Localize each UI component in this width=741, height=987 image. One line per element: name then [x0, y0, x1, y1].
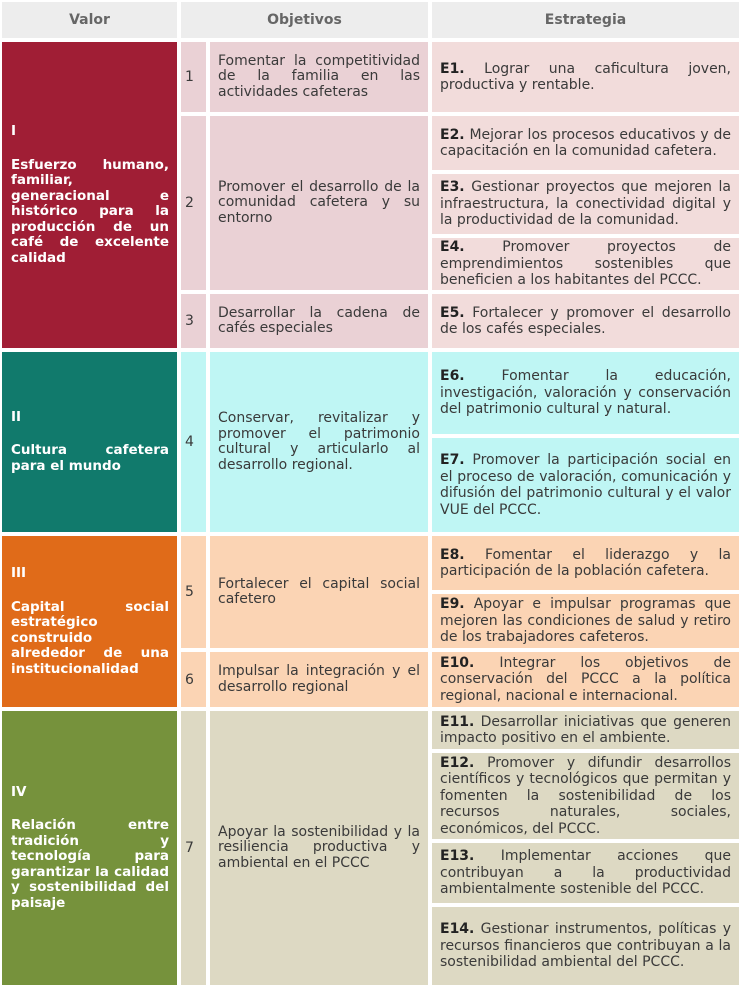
estrategia-text: Apoyar e impulsar programas que mejoren las condiciones de salud y retiro de los trabajadores cafeteros.	[440, 596, 731, 646]
valor-text: Capital social estratégico construido alrededor de una institucionalidad	[11, 598, 169, 677]
valor-number: III	[11, 565, 27, 581]
objetivo-number: 2	[181, 116, 206, 290]
objetivo-number: 7	[181, 711, 206, 985]
objetivo-number: 5	[181, 536, 206, 648]
estrategia-e12	[432, 753, 739, 839]
estrategia-e11	[432, 711, 739, 749]
estrategia-e2	[432, 116, 739, 170]
valor-row-4	[2, 711, 177, 985]
header-objetivos: Objetivos	[181, 2, 428, 38]
estrategia-e6	[432, 352, 739, 434]
objetivo-text: Desarrollar la cadena de cafés especiales	[210, 294, 428, 348]
estrategia-text: Fortalecer y promover el desarrollo de los cafés especiales.	[440, 304, 732, 337]
estrategia-text: Lograr una caficultura joven, productiva y rentable.	[440, 60, 732, 93]
estrategia-code: E2.	[440, 126, 465, 143]
valor-text: Relación entre tradición y tecnología para garantizar la calidad y sostenibilidad del paisaje	[11, 817, 169, 911]
header-estrategia: Estrategia	[432, 2, 739, 38]
estrategia-e1	[432, 42, 739, 112]
estrategia-e4	[432, 238, 739, 290]
estrategia-code: E10.	[440, 654, 475, 671]
objetivo-number: 6	[181, 652, 206, 707]
estrategia-e3	[432, 174, 739, 234]
estrategia-e9	[432, 594, 739, 648]
estrategia-e10	[432, 652, 739, 707]
estrategia-e5	[432, 294, 739, 348]
estrategia-text: Gestionar instrumentos, políticas y recursos financieros que contribuyan a la sostenibilidad ambiental del PCCC.	[440, 921, 732, 971]
estrategia-code: E13.	[440, 848, 475, 865]
objetivo-number: 3	[181, 294, 206, 348]
estrategia-code: E4.	[440, 239, 465, 256]
valor-row-1	[2, 42, 177, 348]
estrategia-text: Integrar los objetivos de conservación del PCCC a la política regional, nacional e internacional.	[440, 654, 731, 704]
estrategia-code: E5.	[440, 304, 465, 321]
estrategia-code: E1.	[440, 60, 465, 77]
valor-text: Cultura cafetera para el mundo	[11, 442, 169, 474]
valor-number: II	[11, 408, 22, 425]
objetivo-text: Apoyar la sostenibilidad y la resiliencia productiva y ambiental en el PCCC	[210, 711, 428, 985]
estrategia-text: Implementar acciones que contribuyan a la productividad ambientalmente sostenible del PCCC.	[440, 848, 731, 898]
estrategia-code: E9.	[440, 596, 465, 613]
estrategia-text: Desarrollar iniciativas que generen impacto positivo en el ambiente.	[440, 713, 732, 746]
estrategia-text: Promover proyectos de emprendimientos sostenibles que beneficien a los habitantes del PCCC.	[440, 239, 731, 289]
estrategia-e14	[432, 907, 739, 985]
estrategia-text: Mejorar los procesos educativos y de capacitación en la comunidad cafetera.	[440, 126, 731, 159]
estrategia-code: E11.	[440, 713, 475, 730]
estrategia-code: E14.	[440, 921, 475, 938]
objetivo-text: Impulsar la integración y el desarrollo regional	[210, 652, 428, 707]
estrategia-code: E8.	[440, 546, 465, 563]
estrategia-e13	[432, 843, 739, 903]
estrategia-code: E12.	[440, 754, 475, 771]
estrategia-text: Promover la participación social en el proceso de valoración, comunicación y difusión del patrimonio cultural y el valor VUE del PCCC.	[440, 452, 732, 518]
estrategia-text: Promover y difundir desarrollos científicos y tecnológicos que permitan y fomenten la sostenibilidad de los recursos naturales, sociales, económicos, del PCCC.	[440, 754, 731, 837]
estrategia-text: Gestionar proyectos que mejoren la infraestructura, la conectividad digital y la productividad de la comunidad.	[440, 179, 732, 229]
valor-row-2	[2, 352, 177, 532]
estrategia-text: Fomentar la educación, investigación, valoración y conservación del patrimonio cultural y natural.	[440, 368, 731, 418]
estrategia-e7	[432, 438, 739, 532]
valor-number: I	[11, 123, 17, 139]
objetivo-text: Fortalecer el capital social cafetero	[210, 536, 428, 648]
estrategia-e8	[432, 536, 739, 590]
objetivo-text: Conservar, revitalizar y promover el patrimonio cultural y articularlo al desarrollo regional.	[210, 352, 428, 532]
valor-number: IV	[11, 783, 27, 800]
header-valor: Valor	[2, 2, 177, 38]
objetivo-text: Promover el desarrollo de la comunidad cafetera y su entorno	[210, 116, 428, 290]
objetivo-number: 4	[181, 352, 206, 532]
estrategia-code: E3.	[440, 179, 465, 196]
valor-row-3	[2, 536, 177, 707]
estrategia-text: Fomentar el liderazgo y la participación de la población cafetera.	[440, 546, 731, 579]
estrategia-code: E7.	[440, 452, 465, 468]
estrategia-code: E6.	[440, 368, 465, 385]
objetivo-text: Fomentar la competitividad de la familia en las actividades cafeteras	[210, 42, 428, 112]
valor-text: Esfuerzo humano, familiar, generacional e histórico para la producción de un café de excelente calidad	[11, 156, 169, 266]
objetivo-number: 1	[181, 42, 206, 112]
